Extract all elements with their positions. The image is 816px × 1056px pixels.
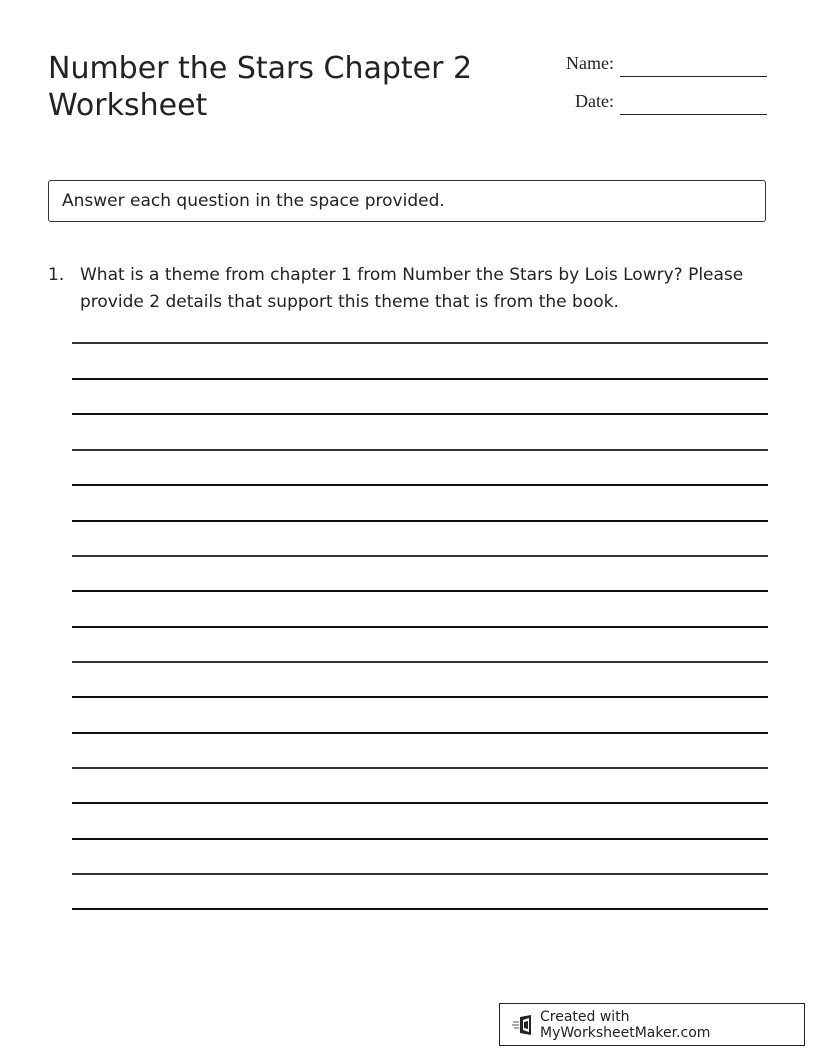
answer-line[interactable] xyxy=(72,378,768,380)
name-label: Name: xyxy=(566,53,614,73)
answer-line[interactable] xyxy=(72,802,768,804)
answer-line[interactable] xyxy=(72,908,768,910)
worksheet-maker-logo-icon xyxy=(512,1014,534,1036)
page-title: Number the Stars Chapter 2 Worksheet xyxy=(48,51,473,123)
answer-line[interactable] xyxy=(72,838,768,840)
answer-line[interactable] xyxy=(72,696,768,698)
question-text: What is a theme from chapter 1 from Number the Stars by Lois Lowry? Please provide 2 details that support this theme that is from the book. xyxy=(80,265,744,312)
answer-line[interactable] xyxy=(72,413,768,415)
answer-line[interactable] xyxy=(72,342,768,344)
name-line[interactable] xyxy=(620,76,767,77)
question-number: 1. xyxy=(48,265,65,285)
footer-text[interactable]: Created with MyWorksheetMaker.com xyxy=(540,1008,711,1041)
date-label: Date: xyxy=(575,91,614,111)
answer-line[interactable] xyxy=(72,661,768,663)
answer-line[interactable] xyxy=(72,520,768,522)
answer-line[interactable] xyxy=(72,590,768,592)
footer-badge[interactable] xyxy=(499,1003,805,1046)
answer-line[interactable] xyxy=(72,873,768,875)
answer-line[interactable] xyxy=(72,449,768,451)
answer-line[interactable] xyxy=(72,767,768,769)
answer-line[interactable] xyxy=(72,732,768,734)
answer-line[interactable] xyxy=(72,626,768,628)
date-line[interactable] xyxy=(620,114,767,115)
answer-line[interactable] xyxy=(72,484,768,486)
instructions-box: Answer each question in the space provided. xyxy=(48,180,766,222)
answer-line[interactable] xyxy=(72,555,768,557)
